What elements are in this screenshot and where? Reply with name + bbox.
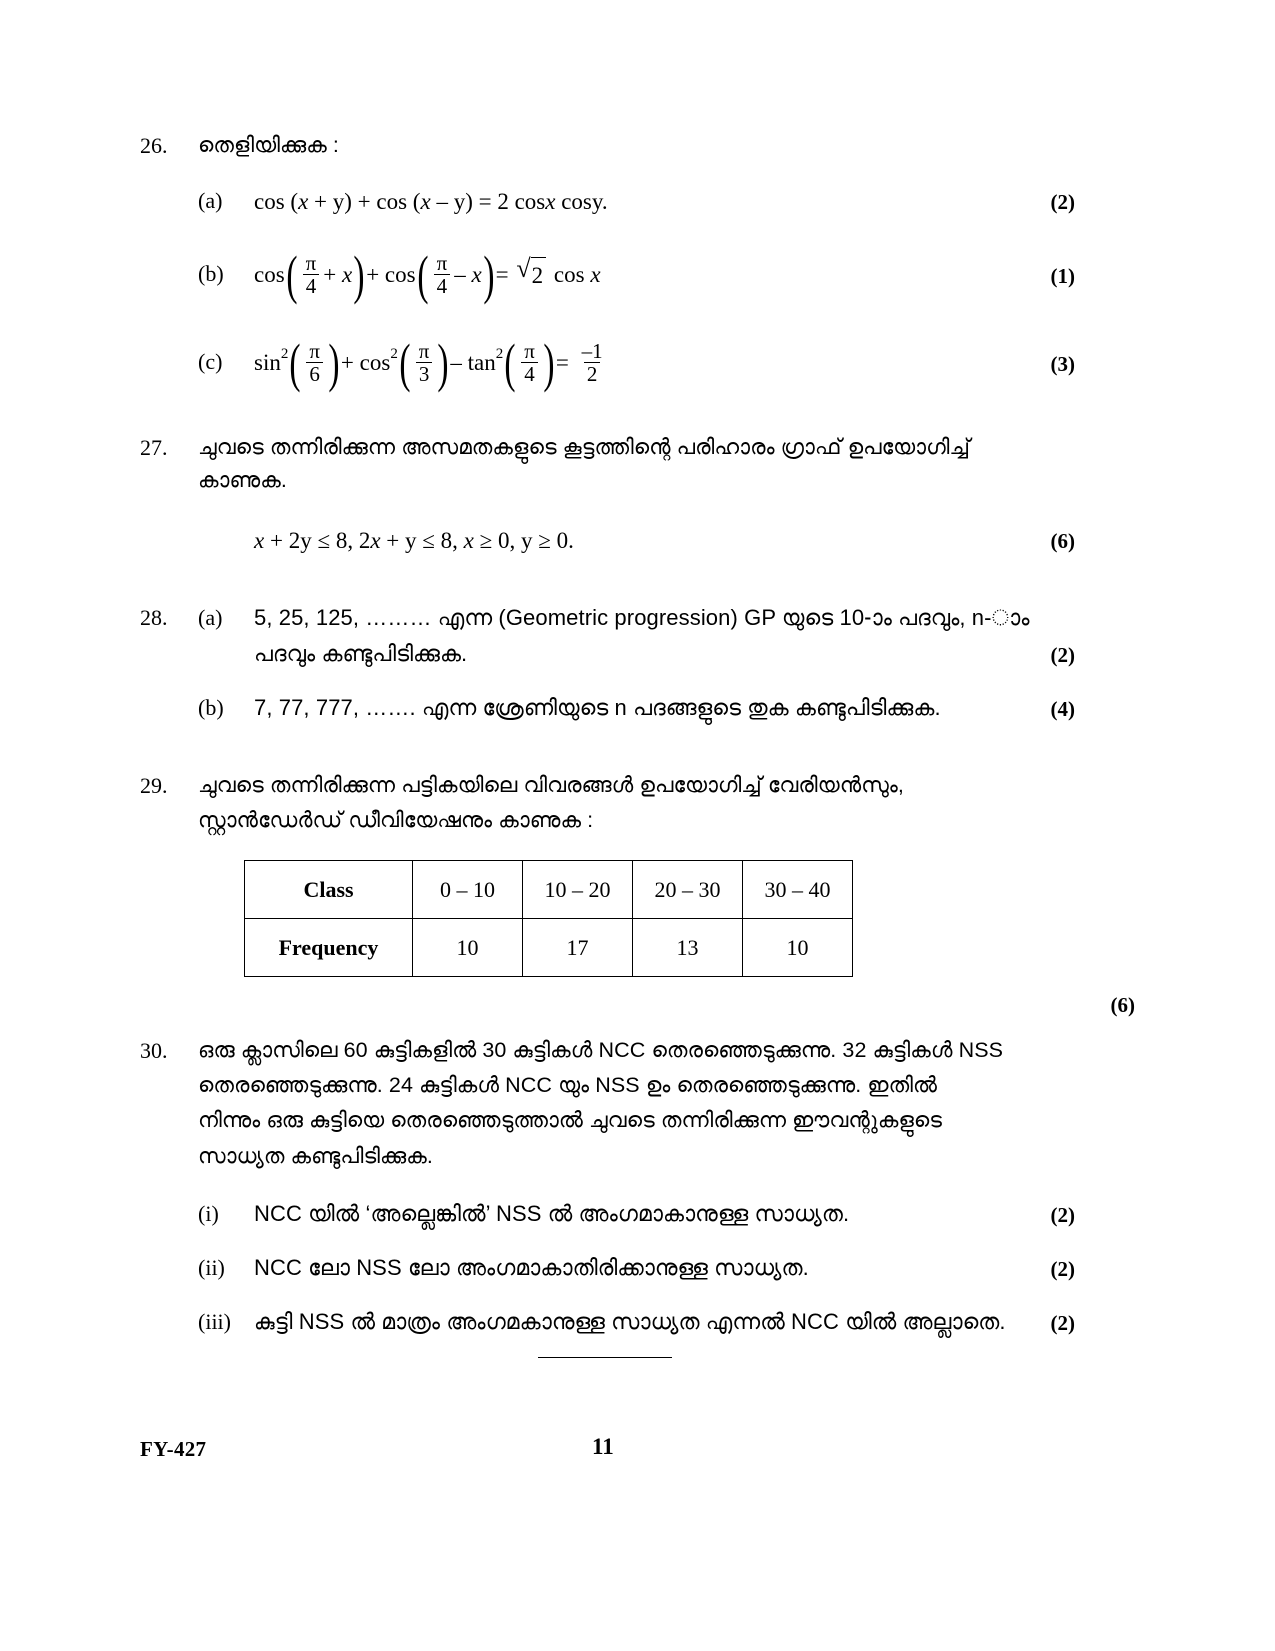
question-27-stem-line1: ചുവടെ തന്നിരിക്കുന്ന അസമതകളുടെ കൂട്ടത്തിന്റെ പരിഹാരം ഗ്രാഫ് ഉപയോഗിച്ച്	[198, 435, 970, 459]
part-c-math	[254, 332, 1075, 393]
table-cell-frequency-1: 17	[523, 919, 633, 977]
part-label-c: (c)	[198, 349, 223, 375]
math-expression-26c: sin 2 ( $\frac{\pi}{6}$ ) + cos 2 ( $\frac{\pi}{3}$ ) – tan 2 ( $\frac{\pi}{4}$ ) = $\frac{-1}{2}$	[254, 332, 603, 393]
question-26-body	[198, 130, 1075, 393]
question-27-inequalities	[198, 524, 1075, 557]
question-30-stem-line2: തെരഞ്ഞെടുക്കുന്നു. 24 കുട്ടികൾ NCC യും NSS ഉം തെരഞ്ഞെടുക്കുന്നു. ഇതിൽ	[198, 1073, 938, 1098]
question-27-body	[198, 432, 1075, 558]
question-29-stem-line1: ചുവടെ തന്നിരിക്കുന്ന പട്ടികയിലെ വിവരങ്ങൾ ഉപയോഗിച്ച് വേരിയൻസും,	[198, 773, 904, 797]
table-cell-class-3: 30 – 40	[743, 861, 853, 919]
question-26-part-a	[198, 185, 1075, 219]
table-header-class: Class	[245, 861, 413, 919]
question-27-inequalities-row	[198, 524, 1075, 558]
frequency-distribution-table	[244, 860, 853, 977]
question-29-body	[198, 770, 1075, 977]
table-cell-class-1: 10 – 20	[523, 861, 633, 919]
paper-code: FY-427	[140, 1437, 207, 1461]
question-28	[140, 602, 1075, 726]
question-26-stem: തെളിയിക്കുക :	[198, 133, 339, 157]
part-label-30iii: (iii)	[198, 1308, 231, 1334]
marks-27: (6)	[1050, 529, 1075, 554]
marks-28a: (2)	[1050, 643, 1075, 667]
part-label-28b: (b)	[198, 694, 224, 720]
question-30-stem-line4: സാധ്യത കണ്ടുപിടിക്കുക.	[198, 1143, 433, 1168]
math-inequalities-27: x + 2y ≤ 8, 2 x + y ≤ 8, x ≥ 0, y ≥ 0.	[254, 528, 574, 554]
math-expression-26b: cos ( $\frac{\pi}{4}$ + x ) + cos ( $\frac{\pi}{4}$ – x ) = √ 2 cos x	[254, 244, 601, 305]
part-30iii-text: കുട്ടി NSS ൽ മാത്രം അംഗമകാനുള്ള സാധ്യത എന്നൽ NCC യിൽ അല്ലാതെ.	[254, 1308, 1006, 1334]
part-28b-text: 7, 77, 777, ……. എന്ന ശ്രേണിയുടെ n പദങ്ങളുടെ തുക കണ്ടുപിടിക്കുക.	[254, 694, 941, 720]
question-26-part-b	[198, 243, 1075, 305]
question-28-body	[198, 602, 1075, 726]
part-label-30ii: (ii)	[198, 1254, 225, 1280]
marks-30ii: (2)	[1050, 1256, 1075, 1281]
question-28-number: 28.	[140, 605, 168, 630]
part-30ii-text: NCC ലോ NSS ലോ അംഗമാകാതിരിക്കാനുള്ള സാധ്യത.	[254, 1254, 809, 1280]
question-30-stem-line3: നിന്നും ഒരു കുട്ടിയെ തെരഞ്ഞെടുത്താൽ ചുവടെ തന്നിരിക്കുന്ന ഈവന്റുകളുടെ	[198, 1108, 943, 1133]
question-28-part-b	[198, 692, 1075, 726]
page-number: 11	[592, 1434, 614, 1459]
part-a-math	[254, 185, 1075, 218]
end-of-paper-rule	[538, 1357, 672, 1358]
question-30-part-ii	[198, 1252, 1075, 1286]
part-label-28a: (a)	[198, 605, 223, 630]
table-cell-class-2: 20 – 30	[633, 861, 743, 919]
marks-30iii: (2)	[1050, 1310, 1075, 1335]
question-30	[140, 1035, 1075, 1340]
question-28-part-a	[198, 602, 1075, 670]
part-label-30i: (i)	[198, 1200, 219, 1226]
marks-30i: (2)	[1050, 1202, 1075, 1227]
table-cell-frequency-2: 13	[633, 919, 743, 977]
question-30-body	[198, 1035, 1075, 1340]
table-header-frequency: Frequency	[245, 919, 413, 977]
table-cell-frequency-3: 10	[743, 919, 853, 977]
question-29-number: 29.	[140, 773, 168, 798]
part-28a-line1: 5, 25, 125, ……… എന്ന (Geometric progression) GP യുടെ 10-ാം പദവും, n-ാം	[254, 605, 1030, 630]
marks-26a: (2)	[1050, 190, 1075, 215]
table-cell-class-0: 0 – 10	[413, 861, 523, 919]
question-29-stem-line2: സ്റ്റാൻഡേർഡ് ഡീവിയേഷനും കാണുക :	[198, 808, 594, 833]
question-30-part-iii	[198, 1306, 1075, 1340]
question-30-number: 30.	[140, 1038, 168, 1063]
question-27-stem-line2: കാണുക.	[198, 468, 287, 493]
question-26-number: 26.	[140, 133, 168, 158]
part-label-b: (b)	[198, 261, 224, 287]
question-27-number: 27.	[140, 435, 168, 460]
marks-28b: (4)	[1050, 696, 1075, 721]
part-b-math	[254, 244, 1075, 305]
question-30-stem-line1: ഒരു ക്ലാസിലെ 60 കുട്ടികളിൽ 30 കുട്ടികൾ NCC തെരഞ്ഞെടുക്കുന്നു. 32 കുട്ടികൾ NSS	[198, 1038, 1004, 1062]
math-expression-26a: cos ( x + y) + cos ( x – y) = 2 cos x cosy.	[254, 189, 608, 215]
table-row-class	[245, 861, 853, 919]
part-28a-text	[254, 602, 1075, 670]
marks-26b: (1)	[1050, 264, 1075, 289]
marks-29: (6)	[1110, 993, 1135, 1017]
table-row-frequency	[245, 919, 853, 977]
question-29	[140, 770, 1075, 977]
question-27	[140, 432, 1075, 558]
table-cell-frequency-0: 10	[413, 919, 523, 977]
question-26	[140, 130, 1075, 393]
part-label-a: (a)	[198, 188, 223, 214]
question-26-part-c	[198, 331, 1075, 393]
part-28a-line2: പദവും കണ്ടുപിടിക്കുക.	[254, 640, 468, 666]
question-30-part-i	[198, 1198, 1075, 1232]
marks-26c: (3)	[1050, 352, 1075, 377]
part-30i-text: NCC യിൽ ‘അല്ലെങ്കിൽ’ NSS ൽ അംഗമാകാനുള്ള സാധ്യത.	[254, 1200, 850, 1226]
